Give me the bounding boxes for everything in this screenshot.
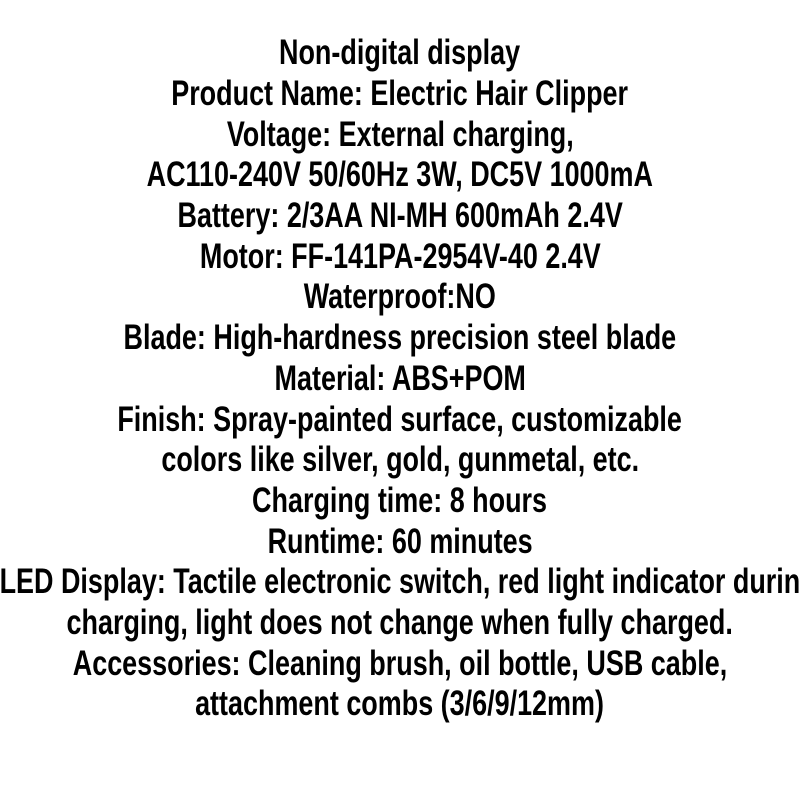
spec-line-text: Non-digital display: [279, 33, 521, 73]
spec-line-text: Runtime: 60 minutes: [267, 521, 533, 561]
spec-line: [0, 521, 800, 562]
spec-line: [0, 562, 800, 603]
spec-line: [0, 603, 800, 644]
spec-line: [0, 399, 800, 440]
spec-line: [0, 684, 800, 725]
spec-line-text: Waterproof:NO: [303, 277, 497, 317]
spec-line-text: Motor: FF-141PA-2954V-40 2.4V: [199, 236, 601, 276]
spec-line: [0, 74, 800, 115]
spec-line-text: Voltage: External charging,: [226, 114, 574, 154]
spec-line-text: attachment combs (3/6/9/12mm): [195, 684, 605, 724]
spec-line-text: charging, light does not change when fully charged.: [66, 602, 734, 642]
spec-line: [0, 196, 800, 237]
spec-line-text: Material: ABS+POM: [274, 358, 526, 398]
spec-line-text: Finish: Spray-painted surface, customizable: [117, 399, 683, 439]
spec-line: [0, 481, 800, 522]
spec-line-text: Charging time: 8 hours: [252, 480, 548, 520]
spec-line: [0, 114, 800, 155]
spec-line: [0, 643, 800, 684]
spec-line-text: LED Display: Tactile electronic switch, red light indicator durin: [0, 562, 800, 602]
spec-line: [0, 359, 800, 400]
spec-line: [0, 33, 800, 74]
spec-line-text: Blade: High-hardness precision steel blade: [123, 318, 677, 358]
spec-line: [0, 318, 800, 359]
spec-line-text: Accessories: Cleaning brush, oil bottle, USB cable,: [72, 643, 728, 683]
spec-line: [0, 277, 800, 318]
spec-line-text: Product Name: Electric Hair Clipper: [171, 74, 629, 114]
spec-line-text: colors like silver, gold, gunmetal, etc.: [161, 440, 639, 480]
spec-line: [0, 440, 800, 481]
spec-line: [0, 155, 800, 196]
spec-line: [0, 236, 800, 277]
spec-line-text: Battery: 2/3AA NI-MH 600mAh 2.4V: [177, 196, 623, 236]
spec-line-text: AC110-240V 50/60Hz 3W, DC5V 1000mA: [146, 155, 654, 195]
